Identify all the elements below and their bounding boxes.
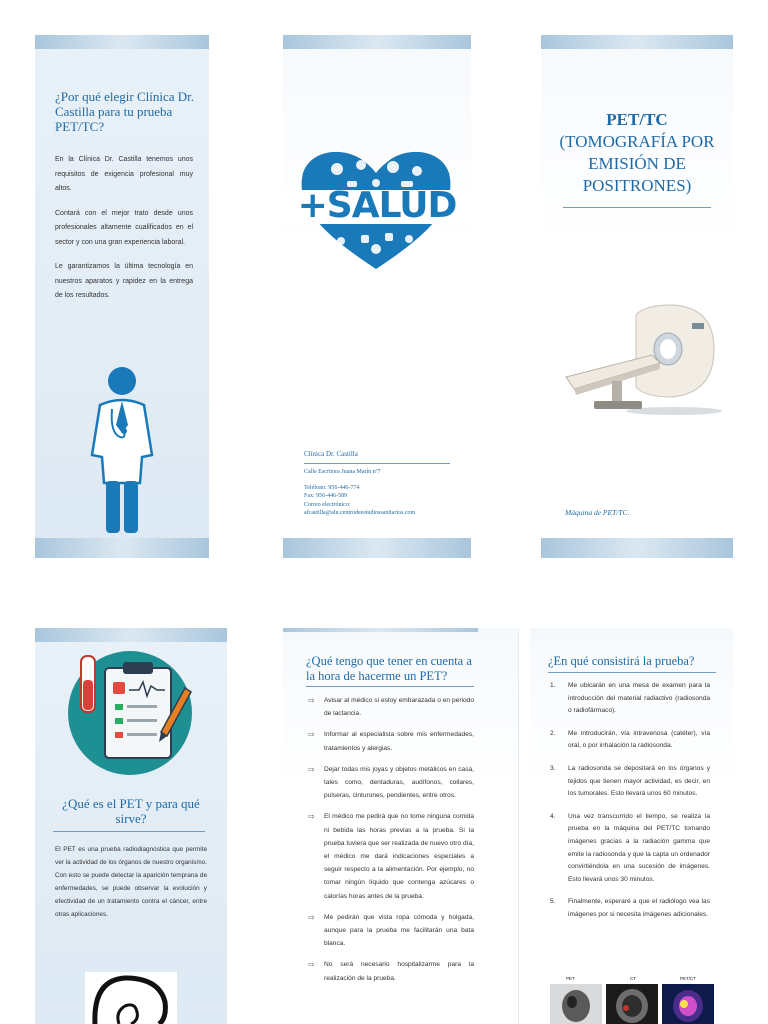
panel5-rule bbox=[306, 686, 474, 687]
list-item bbox=[308, 911, 474, 951]
list-item bbox=[308, 694, 474, 720]
arrow-bullet-icon: ⇨ bbox=[308, 764, 315, 774]
considerations-list bbox=[308, 694, 474, 993]
step-number: 4. bbox=[550, 812, 556, 820]
panel-bottom-band bbox=[35, 538, 209, 558]
email-label: Correo electrónico: bbox=[304, 501, 351, 508]
contact-rule bbox=[304, 463, 450, 464]
scan-label: PET bbox=[566, 976, 575, 981]
clipboard-test-tube-icon bbox=[67, 650, 193, 776]
panel-bottom-band bbox=[283, 538, 471, 558]
step-text: Me introducirán, vía intravenosa (catéter), vía oral, o por inhalación la radiosonda. bbox=[568, 729, 710, 750]
cover-rule bbox=[563, 207, 711, 208]
procedure-steps bbox=[550, 680, 710, 932]
pet-scan-image bbox=[550, 984, 602, 1024]
list-item-text: No será necesario hospitalizarme para la realización de la prueba. bbox=[324, 961, 474, 982]
panel-top-band bbox=[541, 35, 733, 49]
panel-what-is-pet bbox=[35, 628, 227, 1024]
panel-top-band bbox=[283, 628, 478, 632]
panel-top-band bbox=[283, 35, 471, 49]
panel1-title: ¿Por qué elegir Clínica Dr. Castilla para tu prueba PET/TC? bbox=[55, 89, 194, 134]
logo-text: +SALUD bbox=[297, 185, 457, 226]
cover-title: PET/TC bbox=[606, 110, 668, 129]
list-item-text: El médico me pedirá que no tome ninguna comida ni bebida las horas previas a la prueba. Si la prueba tuviera que ser realizada de nuevo otro día, el médico me dará indicaciones especiales a seguir respecto a la alimentación. Por ejemplo, no tomar ningún líquido que contenga azúcares o calorías horas antes de la prueba. bbox=[324, 813, 474, 900]
clinic-email[interactable]: afcastilla@alu.centrodeestudiossanitarios.com bbox=[304, 509, 416, 516]
cover-subtitle: (TOMOGRAFÍA POR EMISIÓN DE POSITRONES) bbox=[559, 132, 715, 195]
step-number: 2. bbox=[550, 729, 556, 737]
doctor-icon bbox=[82, 363, 162, 538]
scan-label: PET/CT bbox=[680, 976, 697, 981]
list-item-text: Me pedirán que vista ropa cómoda y holgada, aunque para la prueba me facilitarán una bata blanca. bbox=[324, 913, 474, 948]
image-frame bbox=[85, 972, 177, 1024]
step-number: 5. bbox=[550, 898, 556, 906]
list-item bbox=[308, 728, 474, 754]
arrow-bullet-icon: ⇨ bbox=[308, 960, 315, 970]
clinic-phone: Teléfono: 956-446-774 bbox=[304, 485, 360, 491]
list-item bbox=[550, 763, 710, 801]
panel-logo-contact bbox=[283, 35, 471, 558]
pet-ct-scanner-icon bbox=[564, 297, 724, 422]
list-item-text: Avisar al médico si estoy embarazada o en periodo de lactancia. bbox=[324, 697, 474, 718]
list-item-text: Informar al especialista sobre mis enfermedades, tratamientos y alergias. bbox=[324, 731, 474, 752]
step-number: 3. bbox=[550, 764, 556, 772]
arrow-bullet-icon: ⇨ bbox=[308, 730, 315, 740]
panel5-title: ¿Qué tengo que tener en cuenta a la hora de hacerme un PET? bbox=[306, 654, 472, 683]
list-item-text: Dejar todas mis joyas y objetos metálicos en casa, tales como, dentaduras, audífonos, collares, pulseras, cinturones, pendientes, entre otros. bbox=[324, 765, 474, 800]
list-item bbox=[308, 958, 474, 984]
clinic-name: Clínica Dr. Castilla bbox=[304, 450, 358, 458]
list-item bbox=[550, 811, 710, 887]
step-number: 1. bbox=[550, 682, 556, 689]
panel-top-band bbox=[35, 35, 209, 49]
arrow-bullet-icon: ⇨ bbox=[308, 912, 315, 922]
pet-ct-scan-image bbox=[662, 984, 714, 1024]
step-text: Una vez transcurrido el tiempo, se realiza la prueba en la máquina del PET/TC tomando imágenes gracias a la radiación gamma que emite la radiosonda y que la capta un ordenador convirtiéndola en una sucesión de imágenes. Esto llevará unos 30 minutos. bbox=[568, 812, 710, 883]
clinic-fax: Fax: 956-446-589 bbox=[304, 493, 348, 500]
step-text: La radiosonda se depositará en los órganos y tejidos que tienen mayor actividad, es decir, en los tumorales. Esto llevará unos 60 minutos. bbox=[568, 764, 710, 798]
scan-images bbox=[548, 974, 716, 1024]
panel-top-band bbox=[35, 628, 227, 642]
list-item bbox=[550, 728, 710, 753]
list-item bbox=[308, 763, 474, 803]
scan-label: CT bbox=[630, 976, 636, 981]
panel4-title: ¿Qué es el PET y para qué sirve? bbox=[62, 796, 200, 826]
panel1-paragraph: Le garantizamos la última tecnología en nuestros aparatos y rapidez en la entrega de los resultados. bbox=[55, 263, 193, 299]
list-item bbox=[550, 896, 710, 921]
panel4-paragraph: El PET es una prueba radiodiagnóstica que permite ver la actividad de los órganos de nuestro organismo. Con esto se puede detectar la aparición temprana de enfermedades, se puede observar la evolución y efectividad de un tratamiento contra el cáncer, entre otras aplicaciones. bbox=[55, 846, 207, 918]
list-item bbox=[308, 810, 474, 902]
panel4-rule bbox=[53, 831, 205, 832]
cover-caption: Máquina de PET/TC. bbox=[565, 508, 630, 517]
panel1-paragraph: En la Clínica Dr. Castilla tenemos unos requisitos de exigencia profesional muy altos. bbox=[55, 156, 193, 192]
panel-considerations bbox=[283, 628, 519, 1024]
list-item bbox=[550, 680, 710, 718]
panel-cover bbox=[541, 35, 733, 558]
panel-why-choose bbox=[35, 35, 209, 558]
panel-procedure bbox=[530, 628, 733, 1024]
panel6-title: ¿En qué consistirá la prueba? bbox=[548, 654, 695, 668]
step-text: Finalmente, esperaré a que el radiólogo vea las imágenes por si necesita imágenes adicionales. bbox=[568, 898, 710, 918]
arrow-bullet-icon: ⇨ bbox=[308, 812, 315, 822]
head-silhouette-icon bbox=[85, 972, 177, 1024]
panel-bottom-band bbox=[541, 538, 733, 558]
panel1-paragraph: Contará con el mejor trato desde unos profesionales altamente cualificados en el sector y con una gran experiencia laboral. bbox=[55, 209, 193, 246]
ct-scan-image bbox=[606, 984, 658, 1024]
arrow-bullet-icon: ⇨ bbox=[308, 696, 315, 705]
panel6-rule bbox=[548, 672, 716, 673]
clinic-address: Calle Escritora Juana Marín nº7 bbox=[304, 469, 381, 475]
step-text: Me ubicarán en una mesa de examen para la introducción del material radiactivo (radiosonda o radiofármaco). bbox=[568, 682, 710, 715]
